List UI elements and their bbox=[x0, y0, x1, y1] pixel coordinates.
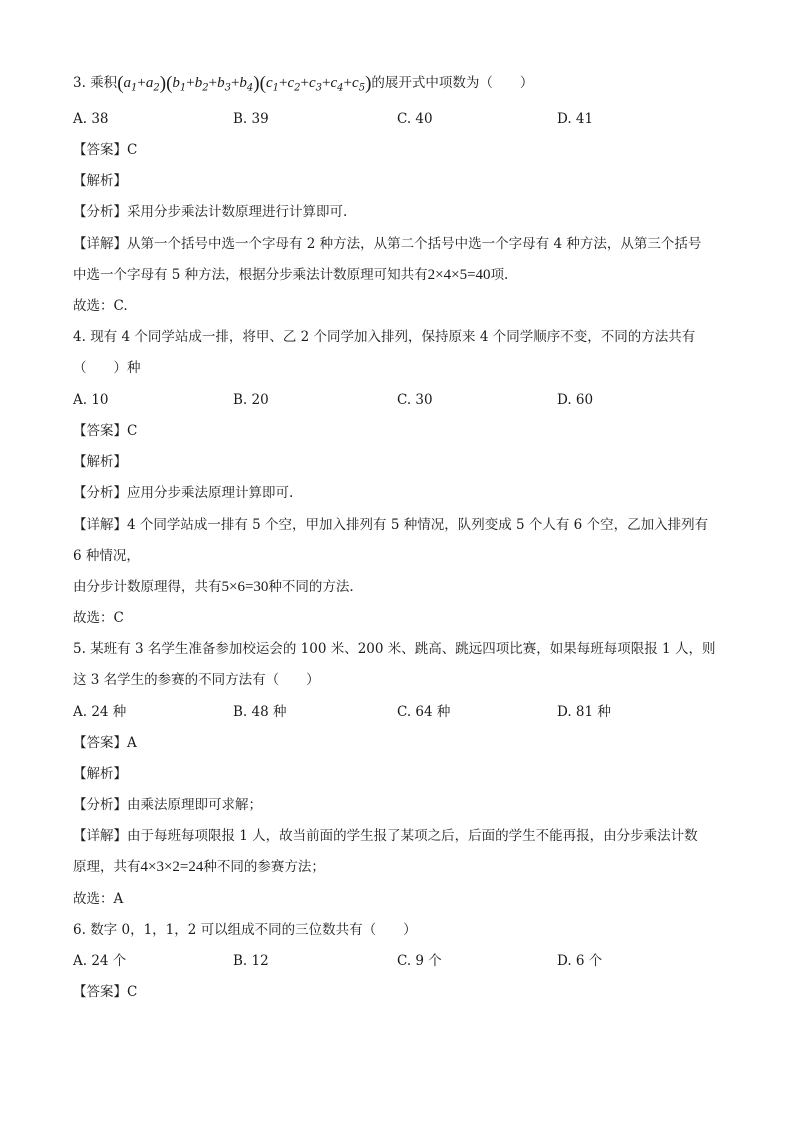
fenxi-text: 应用分步乘法原理计算即可. bbox=[127, 485, 294, 501]
detail-formula: 2×4×5=40 bbox=[427, 267, 491, 283]
fenxi-line bbox=[73, 203, 347, 221]
conclusion-line: 故选：C. bbox=[73, 298, 128, 314]
detail-line-1 bbox=[73, 827, 698, 845]
answer-value: C bbox=[127, 423, 138, 439]
detail-line-3 bbox=[73, 578, 354, 596]
detail-line-2: 6 种情况， bbox=[73, 548, 140, 564]
option-c: C. 9 个 bbox=[397, 953, 442, 969]
question-number: 3. bbox=[73, 75, 86, 91]
option-d: D. 81 种 bbox=[557, 704, 611, 720]
analysis-heading: 【解析】 bbox=[73, 454, 127, 470]
fenxi-tag: 【分析】 bbox=[73, 204, 127, 220]
option-c: C. 64 种 bbox=[397, 704, 451, 720]
option-d: D. 6 个 bbox=[557, 953, 603, 969]
detail-tag: 【详解】 bbox=[73, 236, 127, 252]
detail-line-1 bbox=[73, 516, 708, 534]
analysis-heading: 【解析】 bbox=[73, 173, 127, 189]
answer-tag: 【答案】 bbox=[73, 735, 127, 751]
stem-text: 乘积 bbox=[90, 75, 118, 91]
detail-tag: 【详解】 bbox=[73, 517, 127, 533]
product-expression: $(a_1+a_2)(b_1+b_2+b_3+b_4)(c_1+c_2+c_3+c_4+c_5)$ bbox=[117, 73, 372, 94]
option-b: B. 39 bbox=[233, 111, 269, 127]
conclusion-line: 故选：A bbox=[73, 891, 124, 907]
detail-text: 种不同的方法. bbox=[268, 579, 354, 595]
answer-value: C bbox=[127, 984, 138, 1000]
detail-text: 项. bbox=[490, 267, 509, 283]
option-a: A. 38 bbox=[73, 111, 109, 127]
fenxi-tag: 【分析】 bbox=[73, 797, 127, 813]
detail-tag: 【详解】 bbox=[73, 828, 127, 844]
detail-text: 种不同的参赛方法； bbox=[203, 859, 325, 875]
stem-text: 现有 4 个同学站成一排，将甲、乙 2 个同学加入排列，保持原来 4 个同学顺序不变，不同的方法共有 bbox=[90, 329, 696, 345]
option-a: A. 24 种 bbox=[73, 704, 127, 720]
question-3-stem bbox=[73, 74, 533, 98]
answer-value: A bbox=[127, 735, 137, 751]
option-b: B. 48 种 bbox=[233, 704, 287, 720]
option-a: A. 24 个 bbox=[73, 953, 127, 969]
question-4-stem bbox=[73, 328, 695, 346]
answer-tag: 【答案】 bbox=[73, 423, 127, 439]
question-6-stem bbox=[73, 921, 417, 939]
stem-text: 的展开式中项数为（ ） bbox=[371, 75, 534, 91]
fenxi-text: 采用分步乘法计数原理进行计算即可. bbox=[127, 204, 348, 220]
fenxi-line bbox=[73, 796, 262, 814]
question-number: 5. bbox=[73, 641, 86, 657]
fenxi-text: 由乘法原理即可求解； bbox=[127, 797, 262, 813]
option-c: C. 40 bbox=[397, 111, 433, 127]
option-c: C. 30 bbox=[397, 392, 433, 408]
question-5-stem-cont: 这 3 名学生的参赛的不同方法有（ ） bbox=[73, 672, 320, 688]
answer-line bbox=[73, 734, 137, 752]
option-b: B. 12 bbox=[233, 953, 269, 969]
stem-text: 某班有 3 名学生准备参加校运会的 100 米、200 米、跳高、跳远四项比赛，如果每班每项限报 1 人，则 bbox=[90, 641, 716, 657]
answer-line bbox=[73, 983, 137, 1001]
option-d: D. 41 bbox=[557, 111, 594, 127]
question-number: 4. bbox=[73, 329, 86, 345]
answer-line bbox=[73, 422, 137, 440]
detail-text: 由于每班每项限报 1 人，故当前面的学生报了某项之后，后面的学生不能再报，由分步乘法计数 bbox=[127, 828, 698, 844]
detail-formula: 4×3×2=24 bbox=[140, 859, 204, 875]
detail-line-2 bbox=[73, 858, 325, 876]
detail-line-2 bbox=[73, 266, 508, 284]
answer-tag: 【答案】 bbox=[73, 984, 127, 1000]
option-b: B. 20 bbox=[233, 392, 269, 408]
detail-text: 4 个同学站成一排有 5 个空，甲加入排列有 5 种情况，队列变成 5 个人有 6 个空，乙加入排列有 bbox=[127, 517, 709, 533]
stem-text: 数字 0，1，1，2 可以组成不同的三位数共有（ ） bbox=[90, 922, 417, 938]
detail-line-1 bbox=[73, 235, 701, 253]
fenxi-line bbox=[73, 484, 293, 502]
answer-line bbox=[73, 141, 137, 159]
answer-value: C bbox=[127, 142, 138, 158]
fenxi-tag: 【分析】 bbox=[73, 485, 127, 501]
option-d: D. 60 bbox=[557, 392, 594, 408]
answer-tag: 【答案】 bbox=[73, 142, 127, 158]
question-number: 6. bbox=[73, 922, 86, 938]
conclusion-line: 故选：C bbox=[73, 610, 124, 626]
detail-text: 从第一个括号中选一个字母有 2 种方法，从第二个括号中选一个字母有 4 种方法，从第三个括号 bbox=[127, 236, 702, 252]
option-a: A. 10 bbox=[73, 392, 109, 408]
question-5-stem bbox=[73, 640, 715, 658]
analysis-heading: 【解析】 bbox=[73, 766, 127, 782]
detail-text: 由分步计数原理得，共有 bbox=[73, 579, 222, 595]
question-4-stem-cont: （ ）种 bbox=[73, 360, 141, 376]
detail-formula: 5×6=30 bbox=[221, 579, 269, 595]
detail-text: 原理，共有 bbox=[73, 859, 141, 875]
detail-text: 中选一个字母有 5 种方法，根据分步乘法计数原理可知共有 bbox=[73, 267, 428, 283]
